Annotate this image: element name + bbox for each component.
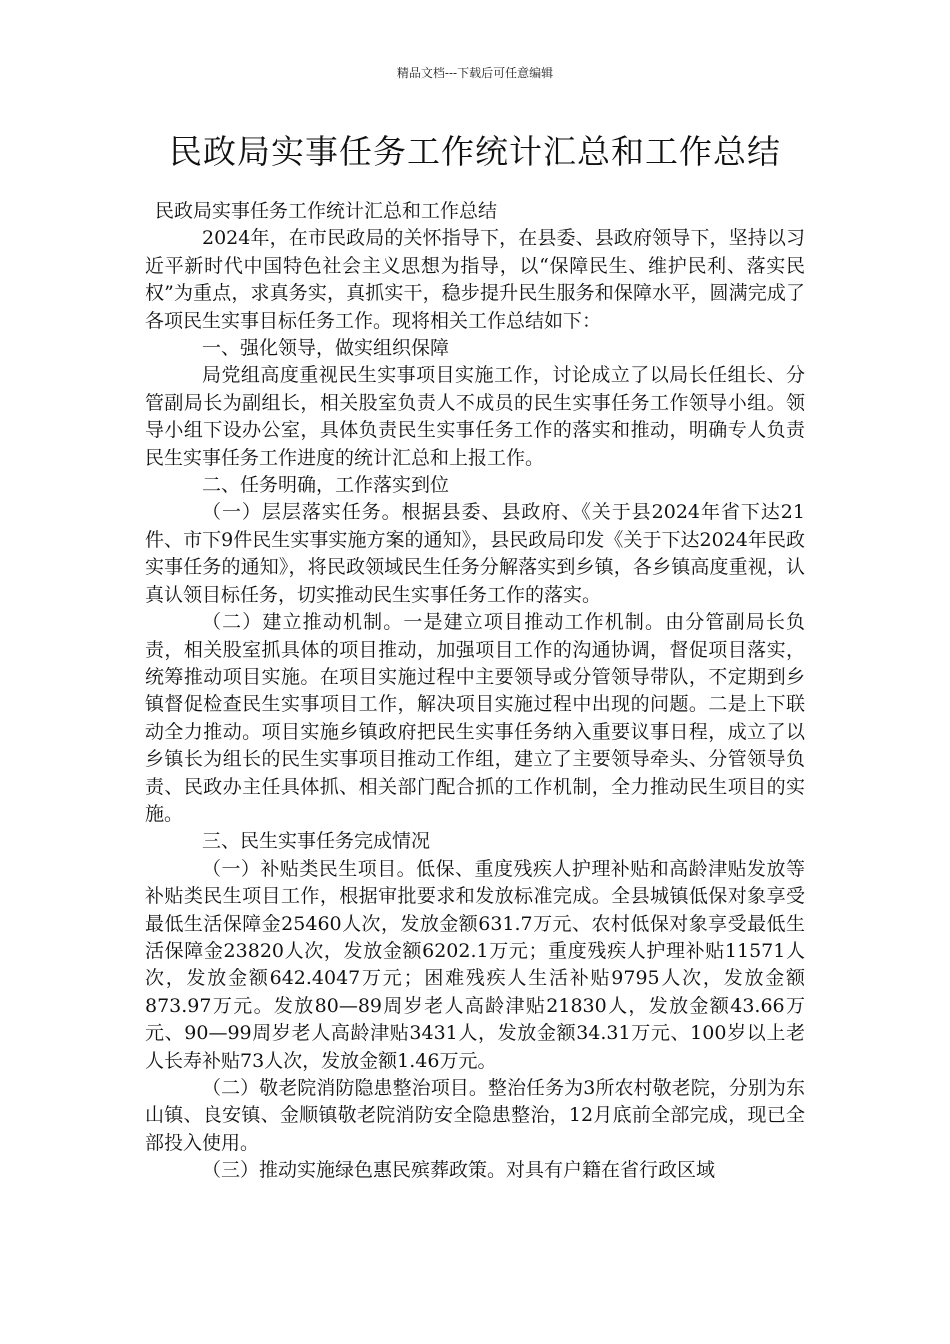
subtitle-paragraph: 民政局实事任务工作统计汇总和工作总结	[155, 200, 498, 222]
section-1-paragraph: 局党组高度重视民生实事项目实施工作，讨论成立了以局长任组长、分管副局长为副组长，相关股室负责人不成员的民生实事任务工作领导小组。领导小组下设办公室，具体负责民生实事任务工作的落实和推动，明确专人负责民生实事任务工作进度的统计汇总和上报工作。	[145, 364, 805, 469]
section-heading-3: 三、民生实事任务完成情况	[202, 830, 431, 853]
section-2-item-2: （二）建立推动机制。一是建立项目推动工作机制。由分管副局长负责，相关股室抓具体的项目推动，加强项目工作的沟通协调，督促项目落实，统筹推动项目实施。在项目实施过程中主要领导或分管领导带队，不定期到乡镇督促检查民生实事项目工作，解决项目实施过程中出现的问题。二是上下联动全力推动。项目实施乡镇政府把民生实事任务纳入重要议事日程，成立了以乡镇长为组长的民生实事项目推动工作组，建立了主要领导牵头、分管领导负责、民政办主任具体抓、相关部门配合抓的工作机制，全力推动民生项目的实施。	[145, 611, 805, 825]
header-note: 精品文档---下载后可任意编辑	[396, 66, 554, 80]
section-3-item-2: （二）敬老院消防隐患整治项目。整治任务为3所农村敬老院，分别为东山镇、良安镇、金顺镇敬老院消防安全隐患整治，12月底前全部完成，现已全部投入使用。	[145, 1077, 805, 1154]
section-3-item-1: （一）补贴类民生项目。低保、重度残疾人护理补贴和高龄津贴发放等补贴类民生项目工作，根据审批要求和发放标准完成。全县城镇低保对象享受最低生活保障金25460人次，发放金额631.7万元、农村低保对象享受最低生活保障金23820人次，发放金额6202.1万元；重度残疾人护理补贴11571人次，发放金额642.4047万元；困难残疾人生活补贴9795人次，发放金额873.97万元。发放80—89周岁老人高龄津贴21830人，发放金额43.66万元、90—99周岁老人高龄津贴3431人，发放金额34.31万元、100岁以上老人长寿补贴73人次，发放金额1.46万元。	[145, 857, 805, 1072]
section-2-item-1: （一）层层落实任务。根据县委、县政府、《关于县2024年省下达21件、市下9件民生实事实施方案的通知》，县民政局印发《关于下达2024年民政实事任务的通知》，将民政领域民生任务分解落实到乡镇，各乡镇高度重视，认真认领目标任务，切实推动民生实事任务工作的落实。	[145, 501, 805, 606]
intro-paragraph: 2024年，在市民政局的关怀指导下，在县委、县政府领导下，坚持以习近平新时代中国特色社会主义思想为指导，以“保障民生、维护民利、落实民权”为重点，求真务实，真抓实干，稳步提升民生服务和保障水平，圆满完成了各项民生实事目标任务工作。现将相关工作总结如下：	[145, 227, 805, 332]
section-heading-1: 一、强化领导，做实组织保障	[202, 337, 450, 360]
document-body	[145, 198, 805, 1185]
document-title: 民政局实事任务工作统计汇总和工作总结	[169, 132, 781, 171]
section-heading-2: 二、任务明确，工作落实到位	[202, 474, 450, 497]
section-3-item-3: （三）推动实施绿色惠民殡葬政策。对具有户籍在省行政区域	[202, 1159, 716, 1182]
